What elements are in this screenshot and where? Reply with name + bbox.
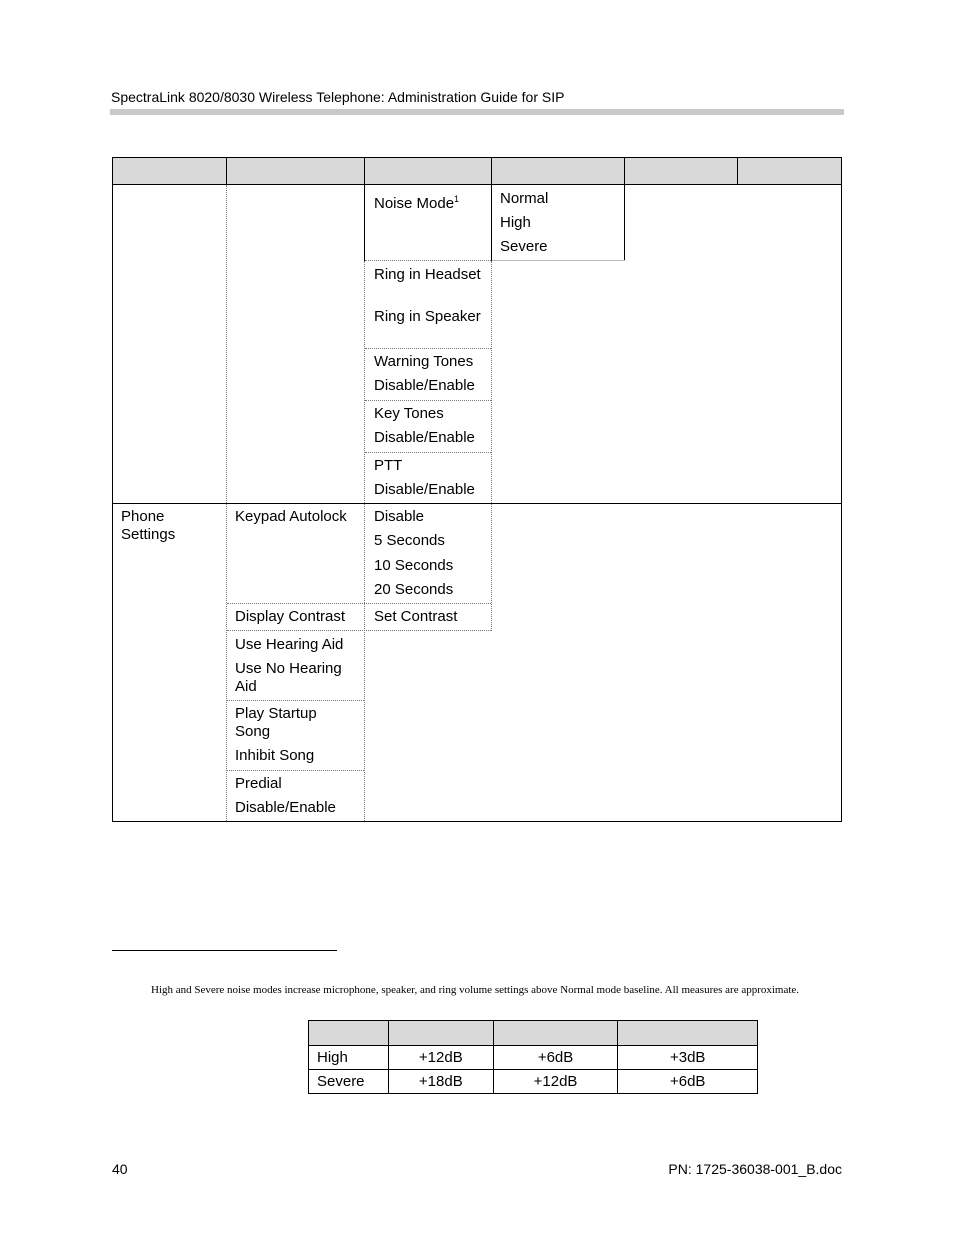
document-title: SpectraLink 8020/8030 Wireless Telephone: Administration Guide for SIP [111,89,565,105]
header-divider [110,109,844,115]
col-divider [364,261,365,821]
predial-option: Disable/Enable [235,799,336,816]
menu-table-header-row [113,158,841,185]
db-value-cell: +12dB [493,1070,618,1094]
section-divider [113,503,841,504]
header-col-divider [226,158,227,185]
row-divider [365,400,491,401]
row-divider [492,260,625,261]
noise-table-header-row [309,1021,758,1046]
footnote-ref: 1 [454,194,460,204]
autolock-option: 10 Seconds [374,557,454,574]
db-value-cell: +3dB [618,1046,758,1070]
row-divider [365,348,491,349]
col-divider [491,185,492,261]
page-number: 40 [112,1161,128,1177]
autolock-option: 20 Seconds [374,581,454,598]
ring-speaker-option: Ring in Speaker [374,308,481,325]
hearing-aid-option: Use Hearing Aid [235,636,344,653]
noise-mode-cell: Severe [309,1070,389,1094]
keypad-autolock-label: Keypad Autolock [235,508,347,525]
row-divider [227,630,491,631]
ptt-label: PTT [374,457,403,474]
header-col-divider [364,158,365,185]
warning-tones-option: Disable/Enable [374,377,475,394]
row-divider [227,770,364,771]
warning-tones-label: Warning Tones [374,353,474,370]
table-row [309,1046,758,1070]
autolock-option: Disable [374,508,425,525]
db-value-cell: +18dB [388,1070,493,1094]
noise-table-header-cell [493,1021,618,1046]
menu-table [112,157,842,822]
noise-mode-label: Noise Mode$^1$ [374,194,460,212]
row-divider [365,452,491,453]
header-col-divider [737,158,738,185]
header-col-divider [491,158,492,185]
noise-mode-option: Normal [500,190,549,207]
ring-headset-option: Ring in Headset [374,266,481,283]
document-id: PN: 1725-36038-001_B.doc [668,1161,842,1177]
db-value-cell: +6dB [493,1046,618,1070]
predial-label: Predial [235,775,282,792]
hearing-aid-option: Use No Hearing Aid [235,660,342,695]
startup-song-option: Play Startup Song [235,705,317,740]
col-divider [364,185,365,261]
row-divider [227,603,491,604]
col-divider [624,185,625,261]
noise-level-table [308,1020,758,1094]
noise-table-header-cell [388,1021,493,1046]
startup-song-option: Inhibit Song [235,747,315,764]
set-contrast-option: Set Contrast [374,608,458,625]
table-row [309,1070,758,1094]
col-divider [491,261,492,631]
noise-mode-option: High [500,214,531,231]
header-col-divider [624,158,625,185]
ptt-option: Disable/Enable [374,481,475,498]
noise-mode-cell: High [309,1046,389,1070]
footnote-rule [112,950,337,951]
phone-settings-label: Phone Settings [121,508,176,543]
db-value-cell: +12dB [388,1046,493,1070]
noise-table-header-cell [618,1021,758,1046]
key-tones-option: Disable/Enable [374,429,475,446]
noise-table-header-cell [309,1021,389,1046]
db-value-cell: +6dB [618,1070,758,1094]
key-tones-label: Key Tones [374,405,444,422]
noise-mode-option: Severe [500,238,548,255]
display-contrast-label: Display Contrast [235,608,346,625]
row-divider [227,700,364,701]
footnote-text: High and Severe noise modes increase microphone, speaker, and ring volume settings above Normal mode baseline. All measures are approximate. [151,984,800,996]
autolock-option: 5 Seconds [374,532,445,549]
row-divider [365,260,491,261]
